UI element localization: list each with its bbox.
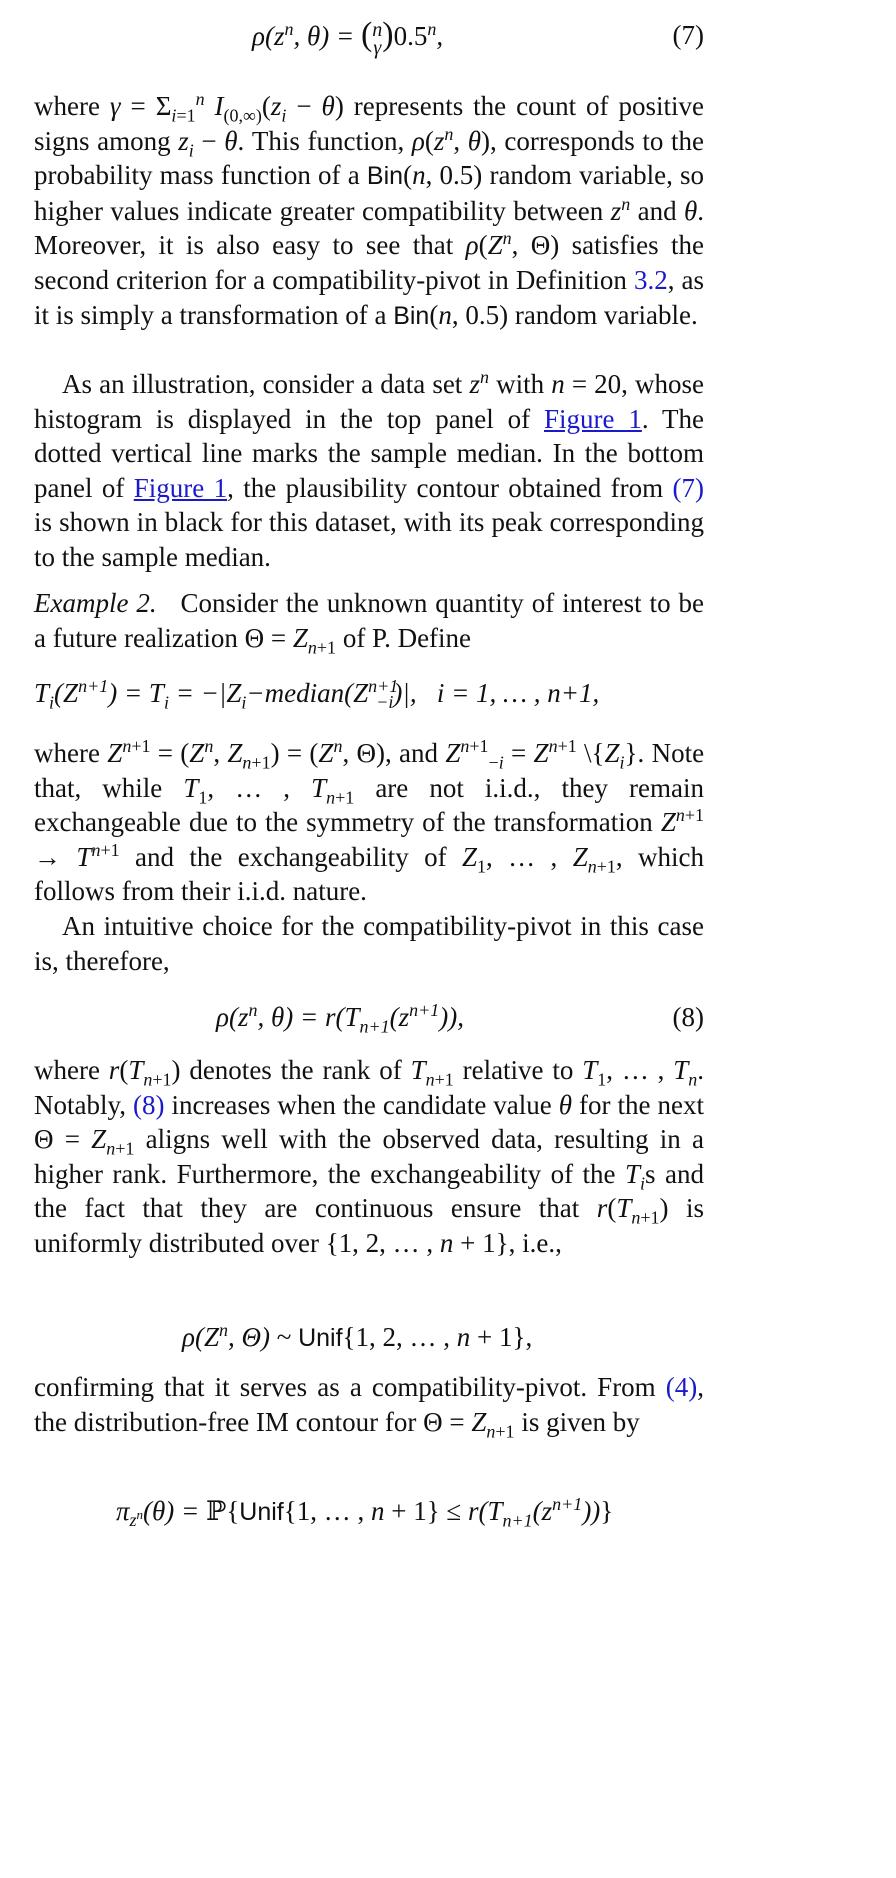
equation-8: $\rho(z^n$, $\theta) = r(T_{n+1}(z^{n+1}))$, (8) <box>216 1000 704 1037</box>
text-span: , corresponds to the probability mass function of a <box>34 125 705 191</box>
text-span: . This function, <box>237 125 405 156</box>
text-span: confirming that it serves as a compatibility-pivot. From <box>34 1372 656 1402</box>
text-span: aligns well with the observed data, resulting in a higher rank. Furthermore, the exchangeability of the <box>34 1124 705 1189</box>
text-span: , as it is simply a transformation of a <box>34 264 705 330</box>
paragraph-pmf: where $\gamma = \Sigma_{i=1}^n$ $I_{(0,\infty)}(z_i - \theta)$ represents the count of positive signs among $z_i - \theta$. This function, $\rho(z^n$, θ), corresponds to the probability mass function of a Bin(n, 0.5) random variable, so higher values indicate greater compatibility between $z^n$ and θ. Moreover, it is also easy to see that $\rho(Z^n$, Θ) satisfies the second criterion for a compatibility-pivot in Definition 3.2, as it is simply a transformation of a Bin(n, 0.5) random variable. <box>34 89 705 330</box>
text-span: . Note that, while <box>34 738 705 803</box>
figure-1-link[interactable]: Figure 1 <box>543 403 642 434</box>
paragraph-exchangeable: where $Z^{n+1} = (Z^n$, $Z_{n+1}) = (Z^n$, Θ), and $Z^{n+1}_{-i} = Z^{n+1}$ $\backslash\{Z_i\}$. Note that, while $T_1$, … , $T_{n+1}$ are not i.i.d., they remain exchangeable due to the symmetry of the transformation $Z^{n+1} \to T^{n+1}$ and the exchangeability of $Z_1$, … , $Z_{n+1}$, which follows from their i.i.d. nature. <box>34 736 705 907</box>
text-span: s and the fact that they are continuous ensure that <box>34 1158 704 1224</box>
paragraph-contour: confirming that it serves as a compatibility-pivot. From (4), the distribution-free IM contour for $\Theta = Z_{n+1}$ is given by <box>34 1372 704 1441</box>
text-span: , the distribution-free IM contour for <box>34 1372 704 1437</box>
equation-8-number: (8) <box>672 1002 704 1032</box>
text-span: is uniformly distributed over <box>34 1193 705 1258</box>
text-span: and <box>637 195 677 226</box>
text-span: , which follows from their i.i.d. nature. <box>34 841 705 907</box>
text-span: for the next <box>579 1089 704 1120</box>
paragraph-illustration: As an illustration, consider a data set $z^n$ with n = 20, whose histogram is displayed in the top panel of Figure 1. The dotted vertical line marks the sample median. In the bottom panel of Figure 1, the plausibility contour obtained from (7) is shown in black for this dataset, with its peak corresponding to the sample median. <box>34 367 705 572</box>
paragraph-rank: where $r(T_{n+1})$ denotes the rank of $T_{n+1}$ relative to $T_1$, … , $T_n$. Notably, (8) increases when the candidate value θ for the next $\Theta = Z_{n+1}$ aligns well with the observed data, resulting in a higher rank. Furthermore, the exchangeability of the $T_is$ and the fact that they are continuous ensure that $r(T_{n+1})$ is uniformly distributed over {1, 2, … , n + 1}, i.e., <box>34 1055 705 1258</box>
text-span: denotes the rank of <box>189 1055 402 1085</box>
text-span: where <box>34 1055 100 1085</box>
text-span: where <box>34 91 100 121</box>
text-span: is shown in black for this dataset, with its peak corresponding to the sample median. <box>34 507 704 572</box>
text-span: random variable. <box>514 299 698 330</box>
text-span: where <box>34 738 100 768</box>
text-span: increases when the candidate value <box>171 1089 552 1120</box>
text-span: As an illustration, consider a data set <box>62 369 463 399</box>
text-span: relative to <box>462 1055 574 1085</box>
equation-4-link[interactable]: (4) <box>665 1372 698 1402</box>
text-span: are not i.i.d., they remain exchangeable due to the symmetry of the transformation <box>34 772 704 838</box>
text-span: . The dotted vertical line marks the sample median. In the bottom panel of <box>34 403 704 503</box>
text-span: , i.e., <box>508 1227 562 1258</box>
text-span: is given by <box>521 1406 640 1437</box>
figure-1-link[interactable]: Figure 1 <box>133 472 228 503</box>
text-span: satisfies the second criterion for a compatibility-pivot in Definition <box>34 230 704 295</box>
definition-3-2-link[interactable]: 3.2 <box>633 264 668 295</box>
text-span: , and <box>384 738 439 768</box>
text-span: represents the count of positive signs among <box>34 91 704 156</box>
equation-uniform: $\rho(Z^n$, Θ) ~ Unif{1, 2, … , n + 1}, <box>182 1320 533 1352</box>
equation-contour: $\pi_{z^n}(\theta)$ = ℙ{Unif{1, … , $n + 1\} \le r(T_{n+1}(z^{n+1}))$} <box>116 1494 614 1531</box>
equation-ti: $T_i(Z^{n+1}) = T_i$ = $-|Z_i-median(Z^{n+1}_{-i})|$, i = 1, … , n+1, <box>34 676 600 713</box>
text-span: An intuitive choice for the compatibility-pivot in this case is, therefore, <box>34 911 704 976</box>
text-span: of P. Define <box>342 622 472 653</box>
text-span: Consider the unknown quantity of interest to be a future realization <box>34 588 704 653</box>
text-span: , whose histogram is displayed in the top panel of <box>34 369 705 434</box>
example-label: Example 2. <box>34 588 157 618</box>
example-2: Example 2. Consider the unknown quantity of interest to be a future realization $\Theta = Z_{n+1}$ of P. Define <box>34 588 704 657</box>
text-span: with <box>496 369 545 399</box>
equation-7: $\rho(z^n$, θ) = (n γ)0.5$^n$, (7) <box>252 16 704 59</box>
equation-8-link[interactable]: (8) <box>132 1089 165 1120</box>
text-span: . Moreover, it is also easy to see that <box>34 195 705 261</box>
text-span: . Notably, <box>34 1055 704 1120</box>
text-span: , the plausibility contour obtained from <box>227 472 664 503</box>
equation-7-link[interactable]: (7) <box>672 472 704 503</box>
text-span: random variable, so higher values indicate greater compatibility between <box>34 160 705 226</box>
text-span: and the exchangeability of <box>135 841 447 872</box>
equation-7-number: (7) <box>672 20 704 50</box>
paragraph-intuitive-choice <box>34 909 704 978</box>
